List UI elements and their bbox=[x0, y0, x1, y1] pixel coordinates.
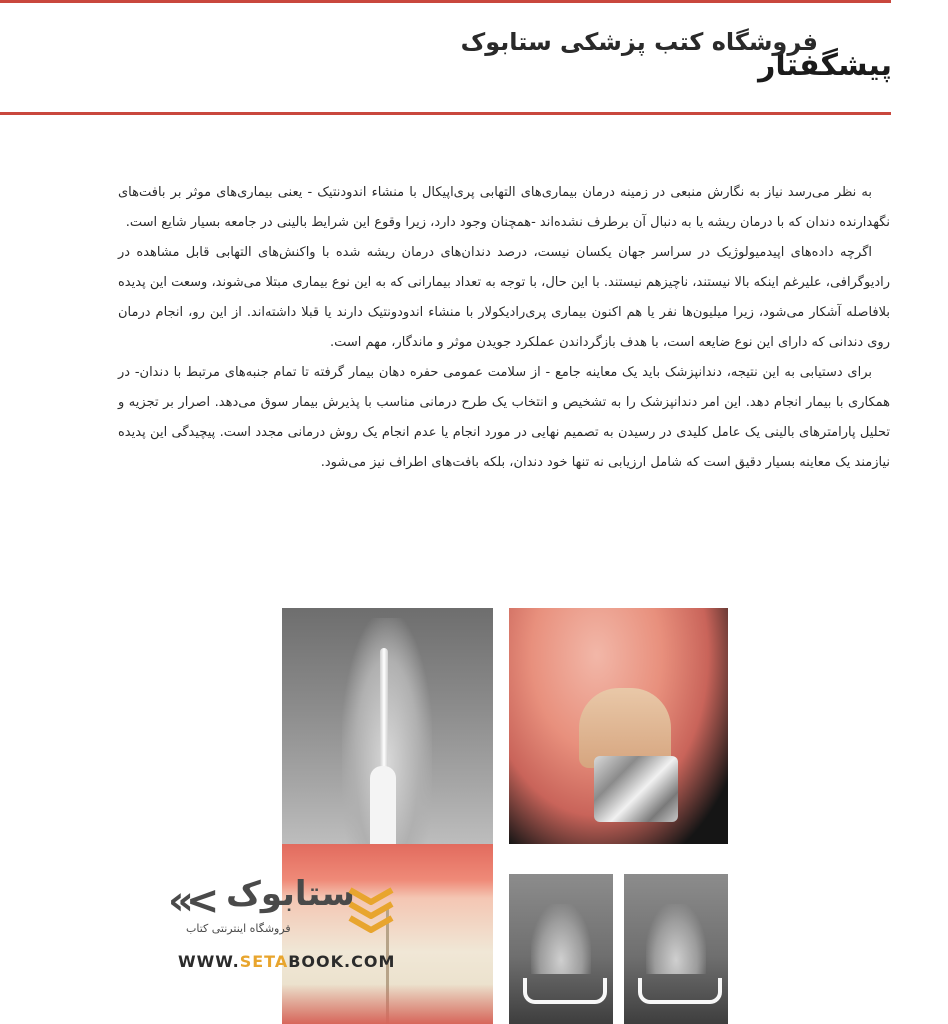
url-accent: SETA bbox=[239, 952, 289, 971]
header-rule-bottom bbox=[0, 112, 891, 115]
setabook-watermark bbox=[168, 872, 428, 982]
chapter-title: پیشگفتار bbox=[758, 48, 892, 83]
watermark-url bbox=[178, 952, 395, 971]
paragraph-3: برای دستیابی به این نتیجه، دندانپزشک باید یک معاینه جامع - از سلامت عمومی حفره دهان بیمار گرفته تا تمام جنبه‌های مرتبط با دندان- در همکاری با بیمار انجام دهد. این امر دندانپزشک را به تشخیص و انتخاب یک طرح درمانی مناسب با پذیرش بیمار سوق می‌دهد. اصرار بر تجزیه و تحلیل پارامترهای بالینی یک عامل کلیدی در رسیدن به تصمیم نهایی در مورد انجام یا عدم انجام یک روش درمانی مجدد است. پیچیدگی این پدیده نیازمند یک معاینه بسیار دقیق است که شامل ارزیابی نه تنها خود دندان، بلکه بافت‌های اطراف نیز می‌شود. bbox=[118, 365, 890, 470]
preface-body bbox=[118, 178, 890, 478]
url-prefix: WWW. bbox=[178, 952, 240, 971]
xray-small-image-1 bbox=[509, 874, 613, 1024]
arrows-icon: «< bbox=[168, 878, 212, 924]
book-logo-icon bbox=[344, 880, 398, 940]
paragraph-2: اگرچه داده‌های اپیدمیولوژیک در سراسر جهان یکسان نیست، درصد دندان‌های درمان ریشه شده با واکنش‌های التهابی قابل مشاهده در رادیوگرافی، علیرغم اینکه بالا نیستند، ناچیزهم نیستند. با این حال، با توجه به تعداد بیمارانی که به این نوع بیماری مبتلا می‌شوند، وسعت این پدیده بلافاصله آشکار می‌شود، زیرا میلیون‌ها نفر یا هم اکنون بیماری پری‌رادیکولار با منشاء اندودونتیک دارند یا قبلا داشته‌اند. از این رو، انجام درمان روی دندانی که دارای این نوع ضایعه است، با هدف بازگرداندن عملکرد جویدن موثر و ماندگار، مهم است. bbox=[118, 245, 890, 350]
paragraph-1: به نظر می‌رسد نیاز به نگارش منبعی در زمینه درمان بیماری‌های التهابی پری‌اپیکال با منشاء اندودنتیک - یعنی بیماری‌های موثر بر بافت‌های نگهدارنده دندان که با درمان ریشه یا به دنبال آن برطرف نشده‌اند -همچنان وجود دارد، زیرا وقوع این شرایط بالینی در جامعه بسیار شایع است. bbox=[118, 185, 890, 230]
clinical-crown-photo bbox=[509, 608, 728, 844]
xray-small-image-2 bbox=[624, 874, 728, 1024]
watermark-brand: ستابوک bbox=[226, 874, 355, 914]
header-rule-top bbox=[0, 0, 891, 3]
page-header bbox=[392, 18, 892, 88]
periapical-xray-image bbox=[282, 608, 493, 844]
watermark-tagline: فروشگاه اینترنتی کتاب bbox=[186, 922, 291, 935]
store-name-title: فروشگاه کتب پزشکی ستابوک bbox=[460, 28, 818, 56]
url-suffix: BOOK.COM bbox=[288, 952, 396, 971]
